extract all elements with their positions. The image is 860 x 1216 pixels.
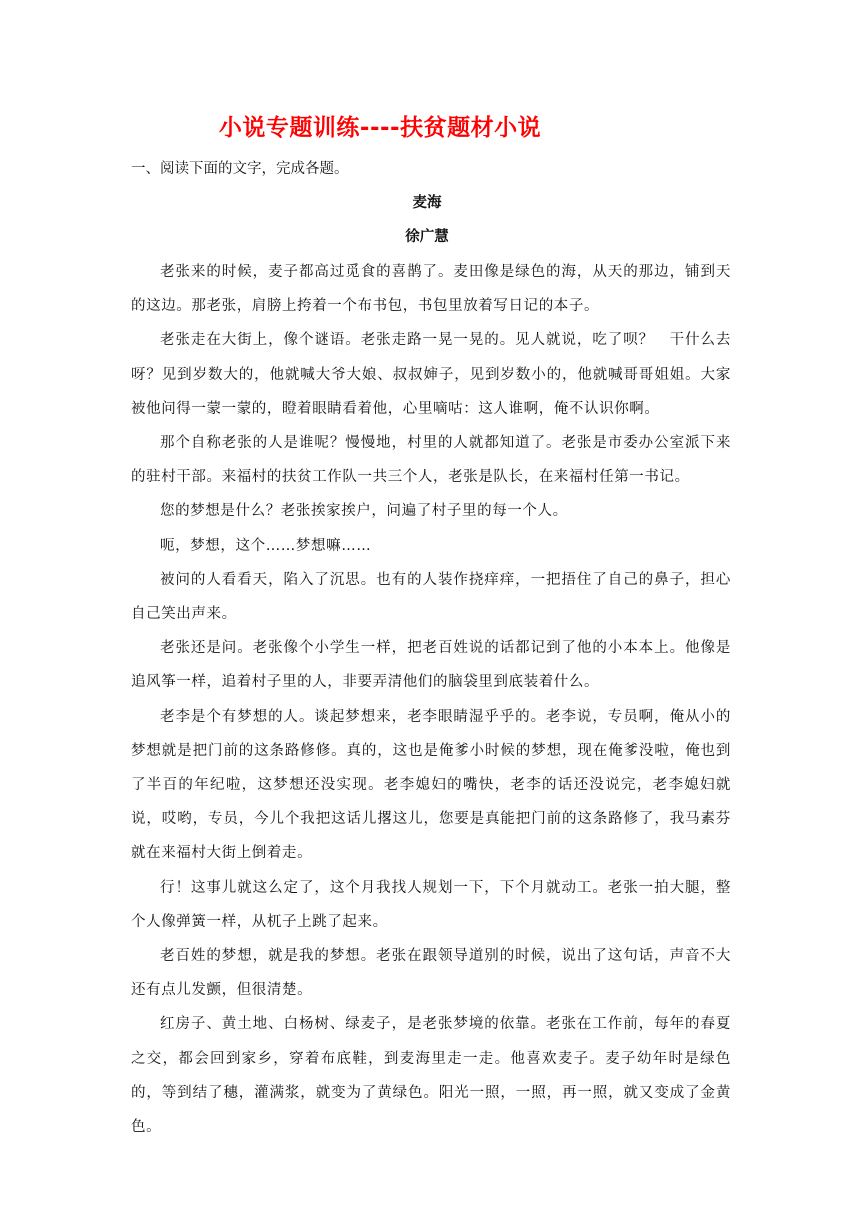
- paragraph: 老百姓的梦想，就是我的梦想。老张在跟领导道别的时候，说出了这句话，声音不大还有点儿发颤，但很清楚。: [131, 948, 731, 999]
- paragraph: 呃，梦想，这个……梦想嘛……: [160, 537, 372, 554]
- story-title: 麦海: [412, 195, 442, 211]
- paragraph: 您的梦想是什么？老张挨家挨户，问遍了村子里的每一个人。: [160, 503, 568, 520]
- story-body: [131, 255, 731, 1144]
- paragraph: 被问的人看看天，陷入了沉思。也有的人装作挠痒痒，一把捂住了自己的鼻子，担心自己笑出声来。: [131, 571, 731, 623]
- paragraph: 老张走在大街上，像个谜语。老张走路一晃一晃的。见人就说，吃了呗？ 干什么去呀？见到岁数大的，他就喊大爷大娘、叔叔婶子，见到岁数小的，他就喊哥哥姐姐。大家被他问得一蒙一蒙的，瞪着眼睛看着他，心里嘀咕：这人谁啊，俺不认识你啊。: [131, 332, 731, 417]
- paragraph: 行！这事儿就这么定了，这个月我找人规划一下，下个月就动工。老张一拍大腿，整个人像弹簧一样，从杌子上跳了起来。: [131, 879, 731, 930]
- paragraph: 老张来的时候，麦子都高过觅食的喜鹊了。麦田像是绿色的海，从天的那边，铺到天的这边。那老张，肩膀上挎着一个布书包，书包里放着写日记的本子。: [131, 264, 731, 315]
- paragraph: 那个自称老张的人是谁呢？慢慢地，村里的人就都知道了。老张是市委办公室派下来的驻村干部。来福村的扶贫工作队一共三个人，老张是队长，在来福村任第一书记。: [131, 435, 731, 486]
- paragraph: 老李是个有梦想的人。谈起梦想来，老李眼睛湿乎乎的。老李说，专员啊，俺从小的梦想就是把门前的这条路修修。真的，这也是俺爹小时候的梦想，现在俺爹没啦，俺也到了半百的年纪啦，这梦想还没实现。老李媳妇的嘴快，老李的话还没说完，老李媳妇就说，哎哟，专员，今儿个我把这话儿撂这儿，您要是真能把门前的这条路修了，我马素芬就在来福村大街上倒着走。: [131, 708, 731, 862]
- story-author: 徐广慧: [405, 229, 449, 245]
- section-heading: 一、阅读下面的文字，完成各题。: [131, 161, 349, 177]
- document-title: 小说专题训练----扶贫题材小说: [218, 115, 542, 141]
- paragraph: 红房子、黄土地、白杨树、绿麦子，是老张梦境的依靠。老张在工作前，每年的春夏之交，都会回到家乡，穿着布底鞋，到麦海里走一走。他喜欢麦子。麦子幼年时是绿色的，等到结了穗，灌满浆，就变为了黄绿色。阳光一照，一照，再一照，就又变成了金黄色。: [131, 1016, 731, 1136]
- paragraph: 老张还是问。老张像个小学生一样，把老百姓说的话都记到了他的小本本上。他像是追风筝一样，追着村子里的人，非要弄清他们的脑袋里到底装着什么。: [131, 640, 731, 691]
